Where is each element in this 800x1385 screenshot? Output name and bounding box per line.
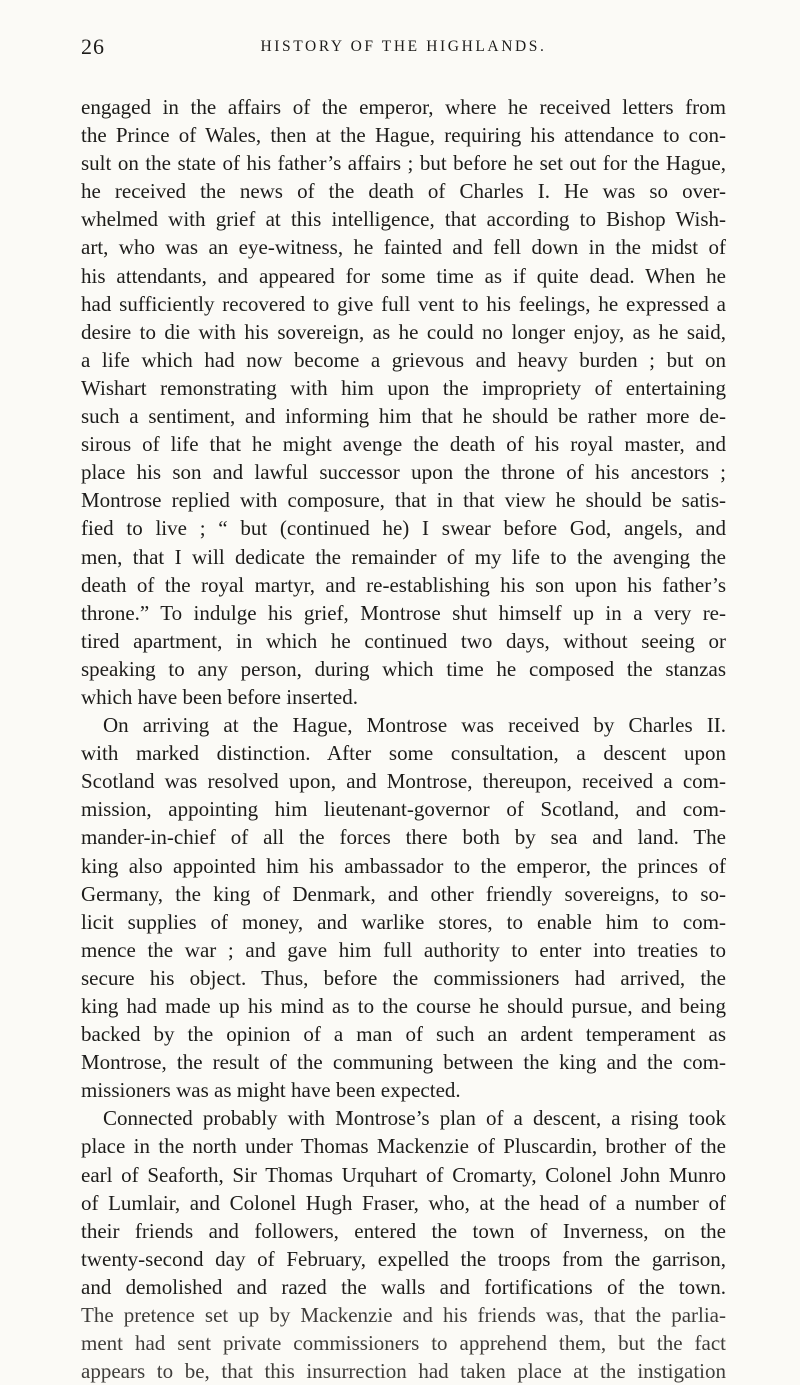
text-line: death of the royal martyr, and re-establishing his son upon his father’s [81,572,726,597]
text-line: king had made up his mind as to the course he should pursue, and being [81,994,726,1018]
text-line: the Prince of Wales, then at the Hague, requiring his attendance to con- [81,123,726,148]
text-line: men, that I will dedicate the remainder of my life to the avenging the [81,544,726,569]
text-line: appears to be, that this insurrection had taken place at the instigation [81,1359,726,1384]
text-line: had sufficiently recovered to give full vent to his feelings, he expressed a [81,291,726,316]
text-line: Montrose, the result of the communing between the king and the com- [81,1050,726,1075]
text-line: engaged in the affairs of the emperor, where he received letters from [81,95,726,119]
page-number: 26 [81,34,105,59]
text-line: tired apartment, in which he continued two days, without seeing or [81,628,726,653]
text-line: licit supplies of money, and warlike stores, to enable him to com- [81,909,726,934]
text-line: Scotland was resolved upon, and Montrose, thereupon, received a com- [81,769,726,794]
body-text [81,93,726,1385]
text-line: such a sentiment, and informing him that he should be rather more de- [81,404,726,429]
text-line: and demolished and razed the walls and fortifications of the town. [81,1274,726,1299]
text-line: fied to live ; “ but (continued he) I swear before God, angels, and [81,516,726,541]
text-line: mence the war ; and gave him full authority to enter into treaties to [81,937,726,962]
text-line: of Lumlair, and Colonel Hugh Fraser, who, at the head of a number of [81,1190,726,1215]
text-line: twenty-second day of February, expelled the troops from the garrison, [81,1246,726,1271]
text-line: whelmed with grief at this intelligence, that according to Bishop Wish- [81,207,726,232]
text-line: with marked distinction. After some consultation, a descent upon [81,741,726,766]
paragraph-first-line: On arriving at the Hague, Montrose was received by Charles II. [103,713,726,738]
text-line: he received the news of the death of Charles I. He was so over- [81,179,726,204]
text-line: king also appointed him his ambassador to the emperor, the princes of [81,853,726,878]
page-header [81,34,726,64]
paragraph-last-line: missioners was as might have been expected. [81,1078,461,1103]
text-line: secure his object. Thus, before the commissioners had arrived, the [81,965,726,990]
text-line: The pretence set up by Mackenzie and his friends was, that the parlia- [81,1303,726,1328]
text-line: mander-in-chief of all the forces there both by sea and land. The [81,825,726,850]
paragraph-first-line: Connected probably with Montrose’s plan of a descent, a rising took [103,1106,726,1131]
text-line: speaking to any person, during which time he composed the stanzas [81,656,726,681]
text-line: sult on the state of his father’s affairs ; but before he set out for the Hague, [81,151,726,176]
text-line: place his son and lawful successor upon the throne of his ancestors ; [81,460,726,485]
text-line: desire to die with his sovereign, as he could no longer enjoy, as he said, [81,319,726,344]
text-line: backed by the opinion of a man of such an ardent temperament as [81,1022,726,1047]
text-line: their friends and followers, entered the town of Inverness, on the [81,1218,726,1243]
text-line: ment had sent private commissioners to apprehend them, but the fact [81,1331,726,1356]
text-line: Germany, the king of Denmark, and other friendly sovereigns, to so- [81,881,726,906]
text-line: art, who was an eye-witness, he fainted and fell down in the midst of [81,235,726,260]
text-line: mission, appointing him lieutenant-governor of Scotland, and com- [81,797,726,822]
text-line: Montrose replied with composure, that in that view he should be satis- [81,488,726,513]
text-line: Wishart remonstrating with him upon the impropriety of entertaining [81,375,726,400]
paragraph-last-line: which have been before inserted. [81,684,358,709]
text-line: place in the north under Thomas Mackenzie of Pluscardin, brother of the [81,1134,726,1159]
text-line: earl of Seaforth, Sir Thomas Urquhart of Cromarty, Colonel John Munro [81,1162,726,1187]
text-line: throne.” To indulge his grief, Montrose shut himself up in a very re- [81,600,726,625]
text-line: sirous of life that he might avenge the death of his royal master, and [81,432,726,457]
running-title: HISTORY OF THE HIGHLANDS. [260,38,547,55]
text-line: his attendants, and appeared for some time as if quite dead. When he [81,263,726,288]
text-line: a life which had now become a grievous and heavy burden ; but on [81,347,726,372]
